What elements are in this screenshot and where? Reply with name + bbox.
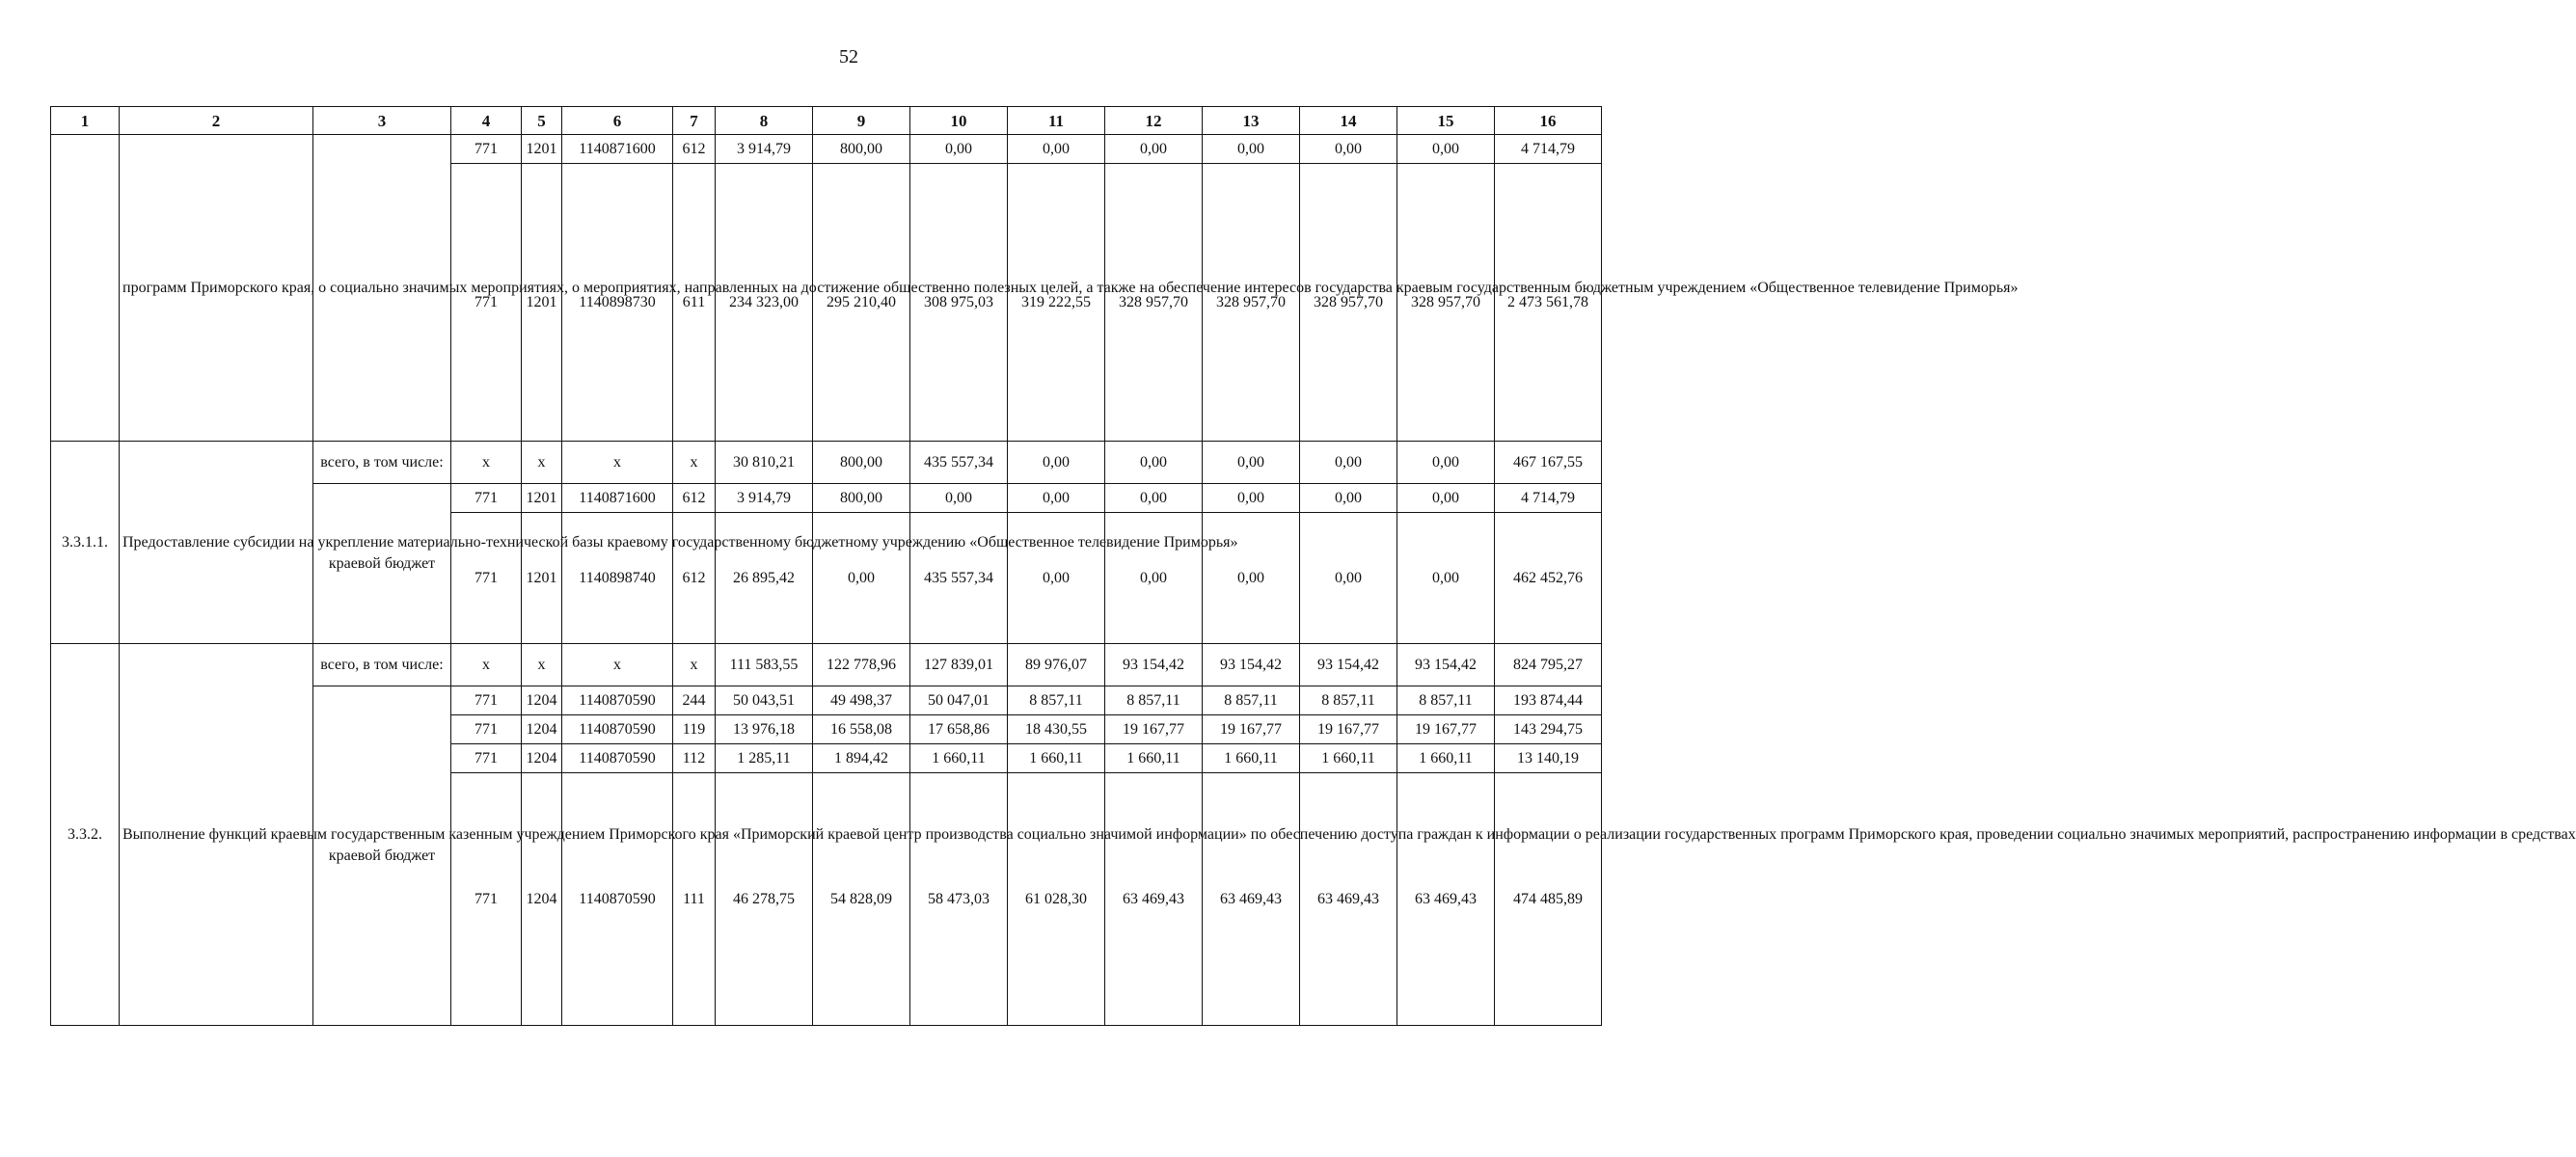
table-cell: х <box>522 644 562 686</box>
table-cell: 8 857,11 <box>1300 686 1397 715</box>
budget-table <box>50 106 2576 1026</box>
table-cell: х <box>562 644 673 686</box>
column-header: 13 <box>1203 107 1300 135</box>
column-header: 2 <box>120 107 313 135</box>
column-header: 10 <box>910 107 1008 135</box>
column-number-row <box>51 107 1602 135</box>
table-cell: 93 154,42 <box>1397 644 1495 686</box>
table-cell: х <box>522 442 562 484</box>
column-header: 3 <box>313 107 451 135</box>
table-cell: 111 583,55 <box>716 644 813 686</box>
table-cell: 611 <box>673 164 716 442</box>
table-cell: 0,00 <box>1203 442 1300 484</box>
table-cell: 1204 <box>522 744 562 773</box>
table-cell: 612 <box>673 513 716 644</box>
table-cell: 771 <box>451 773 522 1026</box>
table-cell: 122 778,96 <box>813 644 910 686</box>
column-header: 5 <box>522 107 562 135</box>
table-cell: 26 895,42 <box>716 513 813 644</box>
table-cell: 58 473,03 <box>910 773 1008 1026</box>
column-header: 4 <box>451 107 522 135</box>
table-cell: 8 857,11 <box>1203 686 1300 715</box>
table-cell: 16 558,08 <box>813 715 910 744</box>
column-header: 11 <box>1008 107 1105 135</box>
table-cell: 771 <box>451 513 522 644</box>
funding-source-cell: краевой бюджет <box>313 484 451 644</box>
table-cell: 0,00 <box>1203 513 1300 644</box>
table-cell: х <box>673 442 716 484</box>
table-cell: 1201 <box>522 484 562 513</box>
column-header: 15 <box>1397 107 1495 135</box>
table-cell: 0,00 <box>1397 484 1495 513</box>
table-cell: 328 957,70 <box>1105 164 1203 442</box>
table-cell: 0,00 <box>1105 513 1203 644</box>
table-cell: 0,00 <box>1300 513 1397 644</box>
table-cell: 0,00 <box>1397 135 1495 164</box>
table-cell: 0,00 <box>1300 442 1397 484</box>
table-cell: 328 957,70 <box>1203 164 1300 442</box>
table-row <box>51 644 1602 686</box>
table-cell: 234 323,00 <box>716 164 813 442</box>
table-cell: 0,00 <box>1105 135 1203 164</box>
table-cell: 1 660,11 <box>1397 744 1495 773</box>
table-cell: 89 976,07 <box>1008 644 1105 686</box>
table-cell: 93 154,42 <box>1105 644 1203 686</box>
table-cell: 328 957,70 <box>1300 164 1397 442</box>
table-cell: 4 714,79 <box>1495 135 1602 164</box>
column-header: 16 <box>1495 107 1602 135</box>
table-cell: 0,00 <box>910 484 1008 513</box>
table-cell: 612 <box>673 135 716 164</box>
table-cell: 0,00 <box>910 135 1008 164</box>
description-cell: программ Приморского края, о социально значимых мероприятиях, о мероприятиях, направленных на достижение общественно полезных целей, а также на обеспечение интересов государства краевым государственным бюджетным учреждением «Общественное телевидение Приморья» <box>120 135 313 442</box>
table-cell: 19 167,77 <box>1105 715 1203 744</box>
table-row <box>51 135 1602 164</box>
table-cell: 13 976,18 <box>716 715 813 744</box>
table-cell: 435 557,34 <box>910 442 1008 484</box>
column-header: 8 <box>716 107 813 135</box>
table-cell: 771 <box>451 135 522 164</box>
table-cell: 54 828,09 <box>813 773 910 1026</box>
table-cell: 0,00 <box>1008 484 1105 513</box>
table-cell: 112 <box>673 744 716 773</box>
table-cell: 1140898730 <box>562 164 673 442</box>
description-cell: Выполнение функций краевым государственным казенным учреждением Приморского края «Приморский краевой центр производства социально значимой информации» по обеспечению доступа граждан к информации о реализации государственных программ Приморского края, проведении социально значимых мероприятий, распространению информации в средствах <box>120 644 313 1026</box>
table-cell: 63 469,43 <box>1397 773 1495 1026</box>
table-cell: 19 167,77 <box>1397 715 1495 744</box>
table-cell: 49 498,37 <box>813 686 910 715</box>
table-cell: 0,00 <box>1300 135 1397 164</box>
table-cell: 1204 <box>522 715 562 744</box>
table-cell: 1 660,11 <box>1203 744 1300 773</box>
page-number: 52 <box>839 46 858 67</box>
table-cell: х <box>451 644 522 686</box>
table-cell: 0,00 <box>1105 484 1203 513</box>
funding-source-cell: краевой бюджет <box>313 686 451 1026</box>
table-cell: 771 <box>451 744 522 773</box>
table-cell: 474 485,89 <box>1495 773 1602 1026</box>
table-cell: 295 210,40 <box>813 164 910 442</box>
table-cell: 0,00 <box>1008 135 1105 164</box>
item-number-cell: 3.3.1.1. <box>51 442 120 644</box>
funding-source-cell: всего, в том числе: <box>313 442 451 484</box>
table-cell: 1140871600 <box>562 484 673 513</box>
table-cell: 0,00 <box>1300 484 1397 513</box>
table-cell: 1 285,11 <box>716 744 813 773</box>
table-cell: 93 154,42 <box>1203 644 1300 686</box>
table-cell: 19 167,77 <box>1203 715 1300 744</box>
table-cell: 8 857,11 <box>1397 686 1495 715</box>
table-cell: 467 167,55 <box>1495 442 1602 484</box>
table-cell: 19 167,77 <box>1300 715 1397 744</box>
table-cell: 143 294,75 <box>1495 715 1602 744</box>
table-cell: 1201 <box>522 164 562 442</box>
table-cell: 1 660,11 <box>1300 744 1397 773</box>
table-cell: 319 222,55 <box>1008 164 1105 442</box>
table-cell: 244 <box>673 686 716 715</box>
table-cell: 63 469,43 <box>1203 773 1300 1026</box>
table-cell: 63 469,43 <box>1105 773 1203 1026</box>
column-header: 14 <box>1300 107 1397 135</box>
table-cell: 46 278,75 <box>716 773 813 1026</box>
table-cell: 0,00 <box>813 513 910 644</box>
table-cell: х <box>673 644 716 686</box>
table-cell: 1140871600 <box>562 135 673 164</box>
table-cell: 8 857,11 <box>1105 686 1203 715</box>
table-cell: 13 140,19 <box>1495 744 1602 773</box>
column-header: 7 <box>673 107 716 135</box>
table-cell: 1140870590 <box>562 773 673 1026</box>
item-number-cell <box>51 135 120 442</box>
table-cell: 771 <box>451 686 522 715</box>
table-cell: 800,00 <box>813 135 910 164</box>
column-header: 9 <box>813 107 910 135</box>
table-cell: 0,00 <box>1397 513 1495 644</box>
table-cell: 1 894,42 <box>813 744 910 773</box>
table-cell: 800,00 <box>813 442 910 484</box>
funding-source-cell: всего, в том числе: <box>313 644 451 686</box>
column-header: 1 <box>51 107 120 135</box>
table-row <box>51 442 1602 484</box>
table-cell: 50 043,51 <box>716 686 813 715</box>
table-cell: 435 557,34 <box>910 513 1008 644</box>
table-cell: 771 <box>451 715 522 744</box>
table-cell: 1 660,11 <box>1008 744 1105 773</box>
item-number-cell: 3.3.2. <box>51 644 120 1026</box>
table-cell: 30 810,21 <box>716 442 813 484</box>
table-cell: х <box>562 442 673 484</box>
table-cell: 1204 <box>522 773 562 1026</box>
table-cell: 3 914,79 <box>716 135 813 164</box>
description-cell: Предоставление субсидии на укрепление материально-технической базы краевому государственному бюджетному учреждению «Общественное телевидение Приморья» <box>120 442 313 644</box>
table-cell: 3 914,79 <box>716 484 813 513</box>
table-cell: 824 795,27 <box>1495 644 1602 686</box>
column-header: 6 <box>562 107 673 135</box>
table-cell: 612 <box>673 484 716 513</box>
table-cell: 4 714,79 <box>1495 484 1602 513</box>
table-cell: 93 154,42 <box>1300 644 1397 686</box>
table-cell: 308 975,03 <box>910 164 1008 442</box>
table-cell: 50 047,01 <box>910 686 1008 715</box>
table-cell: 0,00 <box>1397 442 1495 484</box>
table-cell: 0,00 <box>1008 513 1105 644</box>
table-cell: 8 857,11 <box>1008 686 1105 715</box>
table-cell: 0,00 <box>1203 135 1300 164</box>
table-cell: 1140870590 <box>562 686 673 715</box>
table-cell: 193 874,44 <box>1495 686 1602 715</box>
table-cell: 2 473 561,78 <box>1495 164 1602 442</box>
table-cell: 119 <box>673 715 716 744</box>
table-cell: 328 957,70 <box>1397 164 1495 442</box>
table-cell: 1201 <box>522 513 562 644</box>
table-cell: 111 <box>673 773 716 1026</box>
table-cell: 61 028,30 <box>1008 773 1105 1026</box>
table-cell: 1140870590 <box>562 715 673 744</box>
table-cell: 800,00 <box>813 484 910 513</box>
table-cell: 462 452,76 <box>1495 513 1602 644</box>
table-cell: 1 660,11 <box>910 744 1008 773</box>
table-cell: 0,00 <box>1105 442 1203 484</box>
table-cell: 1 660,11 <box>1105 744 1203 773</box>
table-cell: 771 <box>451 484 522 513</box>
table-cell: 1204 <box>522 686 562 715</box>
table-cell: 1140898740 <box>562 513 673 644</box>
table-cell: 63 469,43 <box>1300 773 1397 1026</box>
table-cell: х <box>451 442 522 484</box>
table-cell: 17 658,86 <box>910 715 1008 744</box>
table-cell: 771 <box>451 164 522 442</box>
table-cell: 18 430,55 <box>1008 715 1105 744</box>
table-cell: 127 839,01 <box>910 644 1008 686</box>
table-cell: 0,00 <box>1008 442 1105 484</box>
column-header: 12 <box>1105 107 1203 135</box>
table-cell: 1201 <box>522 135 562 164</box>
table-cell: 0,00 <box>1203 484 1300 513</box>
table-cell: 1140870590 <box>562 744 673 773</box>
